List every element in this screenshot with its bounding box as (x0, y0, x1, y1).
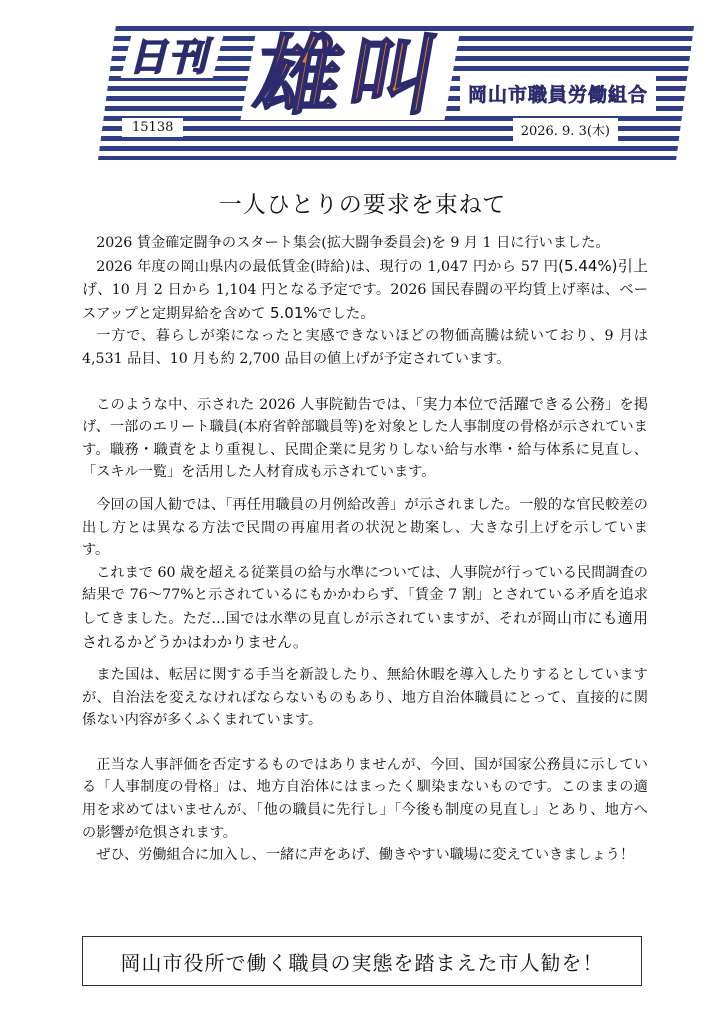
bottom-banner: 岡山市役所で働く職員の実態を踏まえた市人勧を！ (82, 936, 642, 986)
paragraph-2-text-e: でした。 (317, 305, 375, 322)
headline: 一人ひとりの要求を束ねて (218, 192, 507, 218)
paragraph-5: 今回の国人勧では、「再任用職員の月例給改善」が示されました。一般的な官民較差の出し方とは異なる方法で民間の再雇用者の状況と勘案し、大きな引上げを示しています。 (82, 496, 648, 559)
paragraph-6-text-a: これまで 60 歳を超える従業員の給与水準については、人事院が行っている民間調査の結果で 76～77%と示されているにもかかわらず、「賃金 7 割」とされている矛盾を追求してきました。ただ…国では水準の見直しが示されていますが、それが (82, 564, 648, 627)
issue-number: 15138 (122, 118, 183, 137)
paragraph-2-text-c: 、10 月 2 日から 1,104 円となる予定です。2026 国民春闘の平均賃上げ率は、ベースアップと定期昇給を含めて (82, 282, 648, 322)
wage-increase-highlight: (5.44%)引上げ (82, 256, 648, 299)
brand-small-title: 日刊 (121, 36, 223, 78)
paragraph-4 (82, 393, 648, 484)
paragraph-4-text-a: このような中、示された 2026 人事院勧告では、「 (96, 396, 423, 413)
paragraph-2 (82, 255, 648, 326)
paragraph-6 (82, 562, 648, 654)
brand-big-title: 雄叫 (240, 34, 459, 120)
paragraph-2-text-a: 2026 年度の岡山県内の最低賃金(時給)は、現行の 1,047 円から 57 円 (96, 258, 559, 275)
issue-date: 2026. 9. 3(木) (513, 118, 618, 141)
paragraph-4-text-c: 」を掲げ、一部のエリート職員(本府省幹部職員等)を対象とした人事制度の骨格が示されています。職務・職責をより重視し、民間企業に見劣りしない給与水準・給与体系に見直し、「スキル一覧」を活用した人材育成も示されています。 (82, 396, 648, 481)
paragraph-9: ぜひ、労働組合に加入し、一緒に声をあげ、働きやすい職場に変えていきましょう！ (96, 847, 635, 864)
raise-rate-highlight: 5.01% (269, 303, 318, 322)
okayama-application-highlight: 岡山市にも適用されるかどうかはわかりません。 (82, 608, 648, 651)
masthead (98, 26, 694, 160)
paragraph-7: また国は、転居に関する手当を新設したり、無給休暇を導入したりするとしていますが、自治法を変えなければならないものもあり、地方自治体職員にとって、直接的に関係ない内容が多くふくまれています。 (82, 667, 648, 729)
merit-slogan-highlight: 実力本位で活躍できる公務 (422, 394, 605, 413)
union-name: 岡山市職員労働組合 (460, 76, 656, 111)
article-body (82, 232, 648, 867)
paragraph-1: 2026 賃金確定闘争のスタート集会(拡大闘争委員会)を 9 月 1 日に行いました。 (96, 235, 610, 251)
paragraph-8: 正当な人事評価を否定するものではありませんが、今回、国が国家公務員に示している「人事制度の骨格」は、地方自治体にはまったく馴染まないものです。このままの適用を求めてはいませんが、「他の職員に先行し」「今後も制度の見直し」とあり、地方への影響が危惧されます。 (82, 756, 648, 841)
paragraph-3: 一方で、暮らしが楽になったと実感できないほどの物価高騰は続いており、9 月は 4,531 品目、10 月も約 2,700 品目の値上げが予定されています。 (82, 328, 648, 367)
